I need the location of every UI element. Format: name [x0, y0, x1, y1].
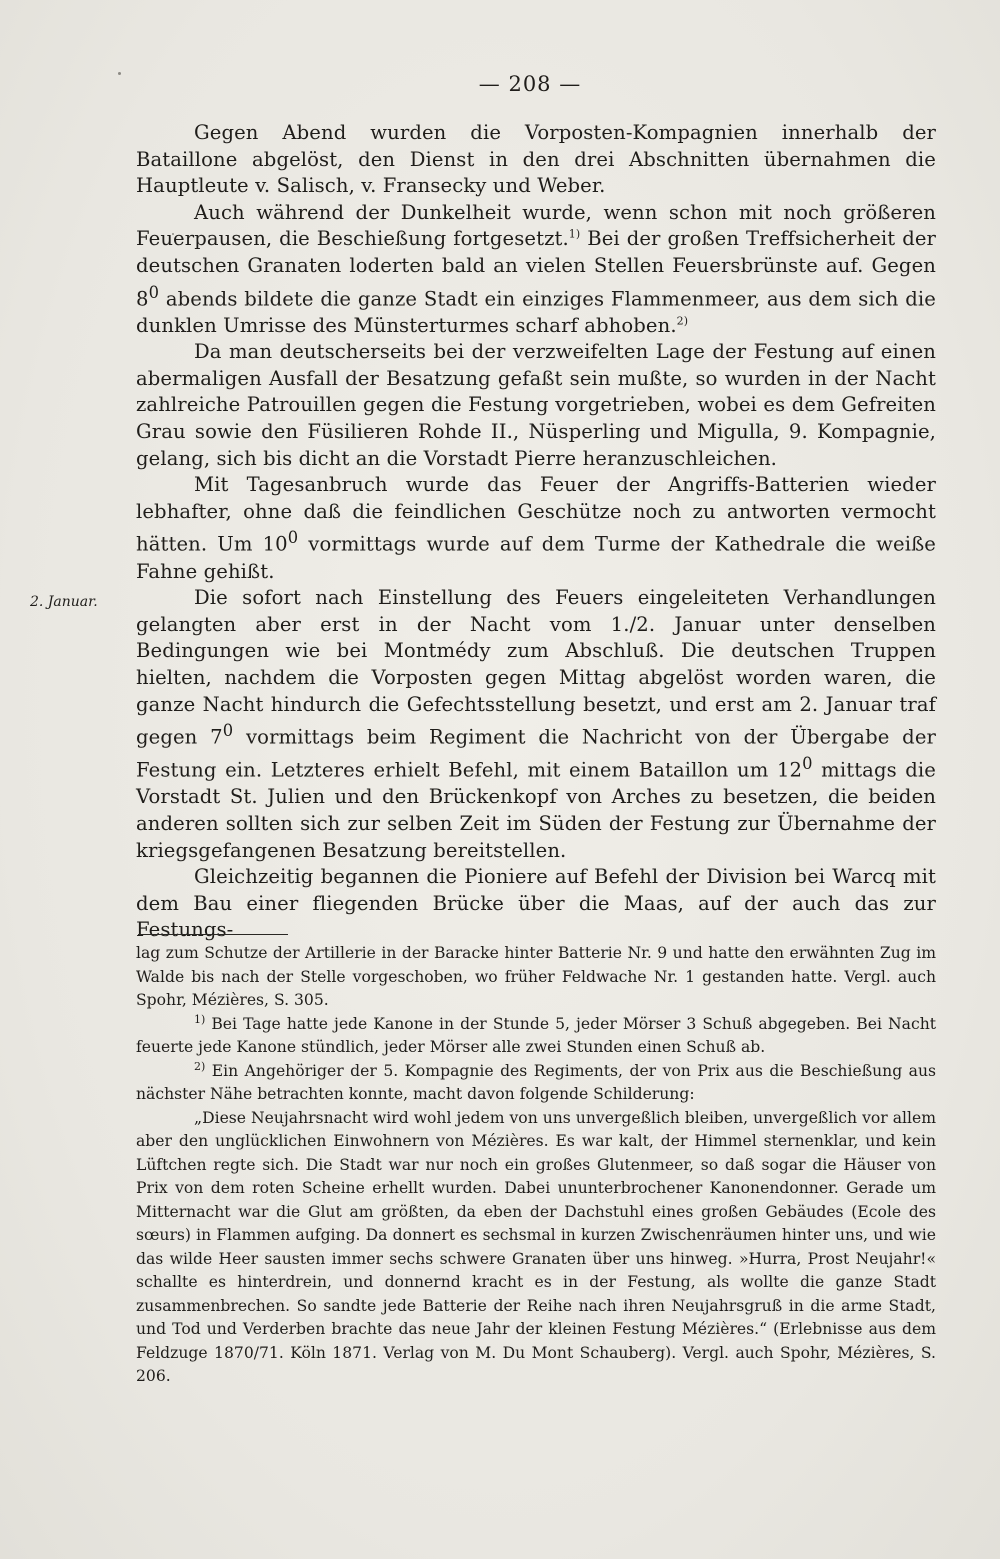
- footnote-2: [136, 1060, 936, 1107]
- time-superscript: 0: [222, 721, 234, 741]
- footnote-divider: [138, 934, 288, 935]
- footnote-text: lag zum Schutze der Artillerie in der Baracke hinter Batterie Nr. 9 und hatte den erwähnten Zug im Walde bis nach der Stelle vorgeschoben, wo früher Feldwache Nr. 1 gestanden hatte. Vergl. auch Spohr, Mézières, S. 305.: [136, 944, 936, 1009]
- footnote-1: [136, 1013, 936, 1060]
- paragraph-text: vormittags wurde auf dem Turme der Kathedrale die weiße Fahne gehißt.: [136, 532, 936, 583]
- time-superscript: 0: [148, 282, 160, 302]
- paragraph-text: Da man deutscherseits bei der verzweifelten Lage der Festung auf einen abermaligen Ausfall der Besatzung gefaßt sein mußte, so wurden in der Nacht zahlreiche Patrouillen gegen die Festung vorgetrieben, wobei es dem Gefreiten Grau sowie den Füsilieren Rohde II., Nüsperling und Migulla, 9. Kompagnie, gelang, sich bis dicht an die Vorstadt Pierre heranzuschleichen.: [136, 340, 936, 470]
- paragraph-1: [136, 120, 936, 200]
- paragraph-text: vormittags beim Regiment die Nachricht von der Übergabe der Festung ein. Letzteres erhielt Befehl, mit einem Bataillon um 12: [136, 725, 936, 782]
- paragraph-text: Gleichzeitig begannen die Pioniere auf Befehl der Division bei Warcq mit dem Bau einer fliegenden Brücke über die Maas, auf der auch das zur Festungs-: [136, 865, 936, 942]
- footnote-text: Bei Tage hatte jede Kanone in der Stunde 5, jeder Mörser 3 Schuß abgegeben. Bei Nacht feuerte jede Kanone stündlich, jeder Mörser alle zwei Stunden einen Schuß ab.: [136, 1014, 936, 1056]
- footnote-marker: 1): [194, 1012, 206, 1026]
- paragraph-text: Die sofort nach Einstellung des Feuers eingeleiteten Verhandlungen gelangten aber erst in der Nacht vom 1./2. Januar unter denselben Bedingungen wie bei Montmédy zum Abschluß. Die deutschen Truppen hielten, nachdem die Vorposten gegen Mittag abgelöst worden waren, die ganze Nacht hindurch die Gefechtsstellung besetzt, und erst am 2. Januar traf gegen 7: [136, 586, 936, 749]
- paragraph-5: [136, 585, 936, 864]
- paragraph-3: [136, 339, 936, 472]
- paragraph-text: Gegen Abend wurden die Vorposten-Kompagnien innerhalb der Bataillone abgelöst, den Dienst in den drei Abschnitten übernahmen die Hauptleute v. Salisch, v. Fransecky und Weber.: [136, 121, 936, 198]
- footnote-2-quote: [136, 1107, 936, 1389]
- paragraph-text: Auch während der Dunkelheit wurde, wenn schon mit noch größeren Feuerpausen, die Beschießung fortgesetzt.: [136, 200, 936, 251]
- footnote-text: Ein Angehöriger der 5. Kompagnie des Regiments, der von Prix aus die Beschießung aus nächster Nähe betrachten konnte, macht davon folgende Schilderung:: [136, 1061, 936, 1103]
- time-superscript: 0: [287, 528, 299, 548]
- footnote-ref-2: 2): [676, 314, 689, 328]
- paragraph-2: [136, 200, 936, 340]
- paragraph-4: [136, 472, 936, 585]
- paragraph-text: Mit Tagesanbruch wurde das Feuer der Angriffs-Batterien wieder lebhafter, ohne daß die feindlichen Geschütze noch zu antworten vermocht hätten. Um 10: [136, 473, 936, 556]
- footnote-marker: 2): [194, 1059, 206, 1073]
- footnote-continuation: [136, 942, 936, 1013]
- footnote-ref-1: 1): [568, 227, 581, 241]
- footnote-quote-text: „Diese Neujahrsnacht wird wohl jedem von uns unvergeßlich bleiben, unvergeßlich vor allem aber den unglücklichen Einwohnern von Mézières. Es war kalt, der Himmel sternenklar, und kein Lüftchen regte sich. Die Stadt war nur noch ein großes Glutenmeer, so daß sogar die Häuser von Prix von dem roten Scheine erhellt wurden. Dabei ununterbrochener Kanonendonner. Gerade um Mitternacht war die Glut am größten, da eben der Dachstuhl eines großen Gebäudes (Ecole des sœurs) in Flammen aufging. Da donnert es sechsmal in kurzen Zwischenräumen hinter uns, und wie das wilde Heer sausten immer sechs schwere Granaten über uns hinweg. »Hurra, Prost Neujahr!« schallte es hinterdrein, und donnernd kracht es in der Festung, als wollte die ganze Stadt zusammenbrechen. So sandte jede Batterie der Reihe nach ihren Neujahrsgruß in die arme Stadt, und Tod und Verderben brachte das neue Jahr der kleinen Festung Mézières.“ (Erlebnisse aus dem Feldzuge 1870/71. Köln 1871. Verlag von M. Du Mont Schauberg). Vergl. auch Spohr, Mézières, S. 206.: [136, 1108, 936, 1385]
- margin-date-note: 2. Januar.: [30, 594, 98, 610]
- paragraph-text: Bei der großen Treffsicherheit der deutschen Granaten loderten bald an vielen Stellen Feuersbrünste auf. Gegen 8: [136, 227, 936, 311]
- paragraph-text: mittags die Vorstadt St. Julien und den Brückenkopf von Arches zu besetzen, die beiden anderen sollten sich zur selben Zeit im Süden der Festung zur Übernahme der kriegsgefangenen Besatzung bereitstellen.: [136, 758, 936, 862]
- footnotes: [136, 942, 936, 1389]
- paragraph-6: [136, 864, 936, 944]
- time-superscript: 0: [802, 754, 813, 774]
- page-number: — 208 —: [478, 72, 582, 96]
- main-text: [136, 120, 936, 944]
- paragraph-text: abends bildete die ganze Stadt ein einziges Flammenmeer, aus dem sich die dunklen Umrisse des Münsterturmes scharf abhoben.: [136, 287, 936, 337]
